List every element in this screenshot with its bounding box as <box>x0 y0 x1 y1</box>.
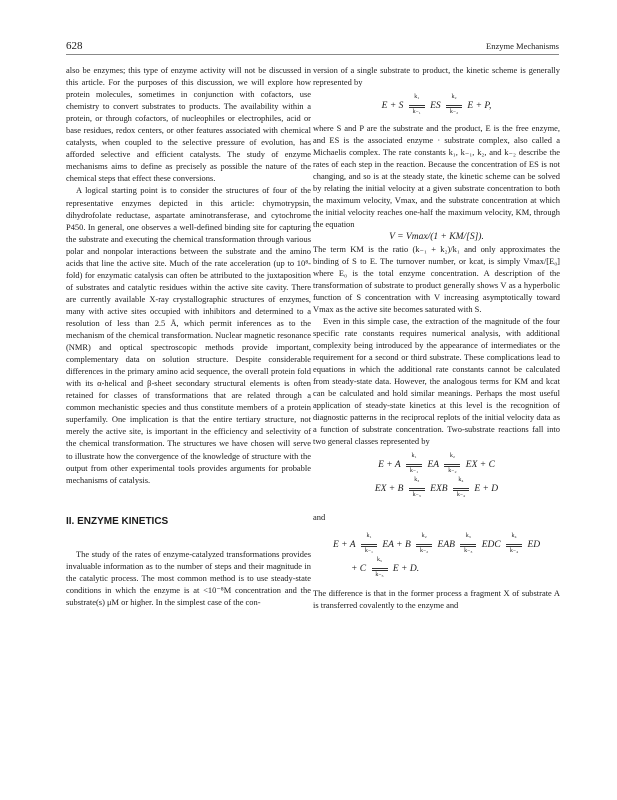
rate-constant: k₂ <box>449 453 455 460</box>
left-paragraph-2: A logical starting point is to consider the structures of four of the representative enzymes depicted in this article: chymotrypsin, dihydrofolate reductase, aspartate aminotransferase, and cytochrome P450. In general, one observes a well-defined binding site for capturing the substrate and executing the chemical transformation through various polar and nonpolar interactions between the substrate and the amino acids that line the active site. Much of the rate acceleration (up to 10⁸-fold) for enzymatic catalysis can often be attributed to the juxtaposition of substrates and catalytic residues within the active site cavity. There are currently available X-ray crystallographic structures of enzymes, many with active sites occupied with inhibitors and determined to a resolution of less than 2.5 Å, which permit inferences as to the mechanism of the chemical transformation. Nuclear magnetic resonance (NMR) and optical spectroscopic methods provide important, complementary data on solution structure. Despite considerable differences in the primary amino acid sequence, the overall protein fold with its α-helical and β-sheet secondary structural elements is often retained for classes of transformations that are related through a common mechanistic species and thus constitute members of a protein superfamily. One implication is that the entire tertiary structure, not merely the active site, is important in the efficiency and selectivity of the chemical transformation. The structures we have chosen will serve to illustrate how the convergence of the knowledge of structure with the output from other experimental tools provides arguments for probable mechanisms of catalysis. <box>66 185 311 485</box>
kinetic-scheme-3-continued <box>313 557 560 581</box>
rate-constant: k₂ <box>421 533 427 540</box>
rate-constant: k₋₂ <box>448 468 457 475</box>
rate-constant: k₋₄ <box>456 492 466 499</box>
left-column <box>66 64 311 608</box>
scheme3b-release: + C <box>351 564 367 575</box>
scheme2b-complex: EXB <box>430 484 448 495</box>
scheme1-products: E + P, <box>467 101 492 112</box>
equilibrium-arrow <box>459 533 477 555</box>
equilibrium-arrow <box>415 533 433 555</box>
rate-constant: k₋₂ <box>449 108 459 115</box>
rate-constant: k₂ <box>451 93 457 100</box>
rate-constant: k₋₃ <box>412 492 421 499</box>
rate-constant: k₋₁ <box>409 468 419 475</box>
right-column <box>313 64 560 612</box>
michaelis-menten-equation: V = Vmax/(1 + KM/[S]). <box>389 231 484 242</box>
rate-constant: k₄ <box>458 477 464 484</box>
rate-constant: k₁ <box>414 93 420 100</box>
right-paragraph-4: Even in this simple case, the extraction of the magnitude of the four specific rate constants requires numerical analysis, with additional complexity being introduced by the appearance of intermediates or the requirement for a second or third substrate. These complications lead to equations in which the additional rate constants cannot be calculated from steady-state data. However, the analogous terms for KM and kcat can be calculated and hold similar meanings. Perhaps the most useful application of steady-state kinetics at this level is the recognition of diagnostic patterns in the reciprocal replots of the initial velocity data as a function of substrate concentration. Two-substrate reactions fall into two general classes represented by <box>313 315 560 447</box>
scheme3-product-complex: ED <box>527 540 541 551</box>
scheme3-complex-1: EA + B <box>382 540 411 551</box>
right-paragraph-5: The difference is that in the former process a fragment X of substrate A is transferred covalently to the enzyme and <box>313 588 560 611</box>
page-number: 628 <box>66 40 83 52</box>
scheme1-complex: ES <box>430 101 441 112</box>
right-paragraph-2: where S and P are the substrate and the product, E is the free enzyme, and ES is the associated enzyme · substrate complex, also called a Michaelis complex. The rate constants k₁, k₋₁, k₂, and k₋₂ describe the rates of each step in the reaction. Because the concentration of ES is not changing, and so is at the steady state, the kinetic scheme can be solved by relating the initial velocity at a given substrate concentration to both the maximum velocity, Vmax, and the substrate concentration at which the initial velocity reaches one-half the maximum velocity, KM, through the equation <box>313 123 560 230</box>
scheme2a-complex: EA <box>427 460 440 471</box>
left-paragraph-3: The study of the rates of enzyme-catalyzed transformations provides invaluable information as to the number of steps and their magnitude in the catalytic process. The most common method is to use steady-state conditions in which the enzyme is at <10⁻⁸M concentration and the substrate(s) μM or higher. In the simplest case of the con- <box>66 548 311 607</box>
equilibrium-arrow <box>443 453 461 475</box>
scheme3b-products: E + D. <box>392 564 420 575</box>
equilibrium-arrow <box>408 93 426 115</box>
rate-constant: k₄ <box>511 533 517 540</box>
equilibrium-arrow <box>371 557 389 579</box>
rate-constant: k₋₁ <box>364 548 374 555</box>
equilibrium-arrow <box>505 533 523 555</box>
equilibrium-arrow <box>445 93 463 115</box>
rate-constant: k₋₂ <box>420 548 429 555</box>
scheme2a-reactants: E + A <box>378 460 401 471</box>
kinetic-scheme-2a <box>313 453 560 477</box>
kinetic-scheme-1 <box>313 94 560 118</box>
scheme3-reactants: E + A <box>333 540 356 551</box>
equilibrium-arrow <box>452 477 470 499</box>
rate-constant: k₅ <box>376 557 383 564</box>
kinetic-scheme-2b <box>313 477 560 501</box>
scheme2b-reactants: EX + B <box>374 484 404 495</box>
kinetic-scheme-3 <box>313 533 560 557</box>
scheme3-complex-2: EAB <box>437 540 455 551</box>
rate-constant: k₃ <box>465 533 471 540</box>
scheme2a-products: EX + C <box>465 460 495 471</box>
equilibrium-arrow <box>360 533 378 555</box>
scheme3-complex-3: EDC <box>481 540 501 551</box>
scheme2b-products: E + D <box>474 484 499 495</box>
rate-constant: k₃ <box>414 477 420 484</box>
rate-constant: k₋₄ <box>509 548 519 555</box>
rate-constant: k₋₁ <box>412 108 421 115</box>
running-head: Enzyme Mechanisms <box>486 41 559 51</box>
rate-constant: k₋₃ <box>464 548 473 555</box>
and-connector: and <box>313 512 326 523</box>
scheme1-reactants: E + S <box>381 101 404 112</box>
section-heading: II. ENZYME KINETICS <box>66 515 169 527</box>
right-paragraph-1: version of a single substrate to product, the kinetic scheme is generally represented by <box>313 65 560 88</box>
equilibrium-arrow <box>405 453 423 475</box>
rate-constant: k₁ <box>411 453 417 460</box>
equilibrium-arrow <box>408 477 426 499</box>
rate-constant: k₋₅ <box>375 572 384 579</box>
left-paragraph-1: also be enzymes; this type of enzyme activity will not be discussed in this article. For the purposes of this discussion, we will explore how protein molecules, sometimes in conjunction with cofactors, use chemistry to convert substrates to products. The availability within a protein, or through cofactors, of nucleophiles or electrophiles, acid or base residues, redox centers, or other features associated with chemical catalysts, when coupled to the selective pressure of evolution, has afforded selective and efficient catalysts. The study of enzyme mechanisms aims to define as precisely as possible the nature of the chemical steps that effect these conversions. <box>66 65 311 184</box>
header-rule <box>66 54 559 55</box>
rate-constant: k₁ <box>366 533 372 540</box>
right-paragraph-3: The term KM is the ratio (k₋₁ + k₂)/k₁ and only approximates the binding of S to E. The turnover number, or kcat, is simply Vmax/[E₀] where E₀ is the total enzyme concentration. A description of the transformation of substrate to product generally shows V as a hyperbolic function of S concentration with V increasing asymptotically toward Vmax as the active site becomes saturated with S. <box>313 243 560 314</box>
